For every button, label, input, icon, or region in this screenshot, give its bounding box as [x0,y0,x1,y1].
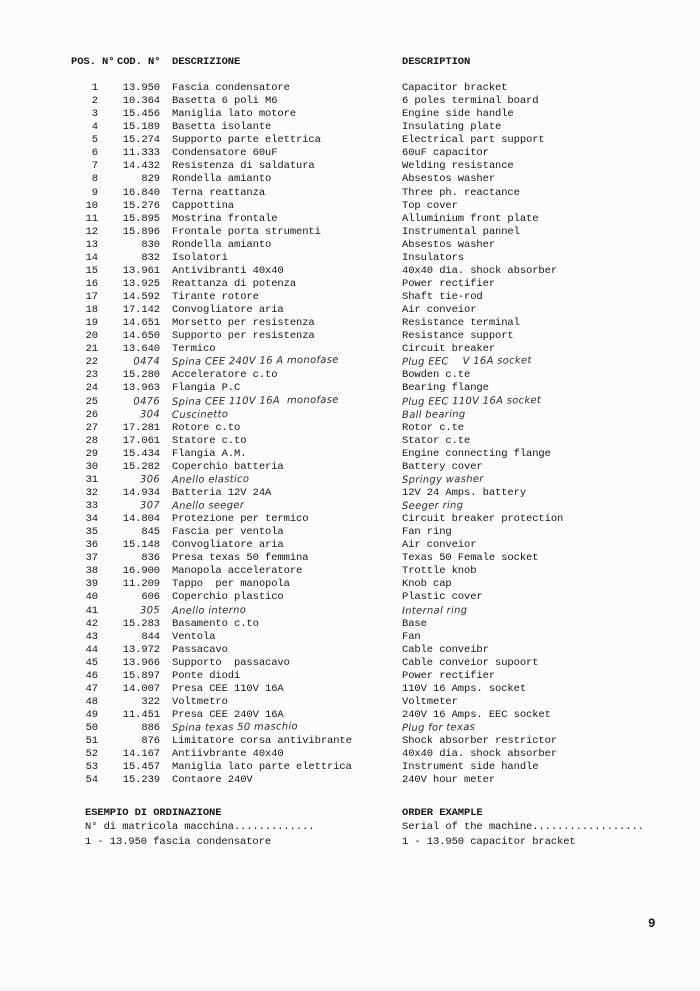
cell-it: Supporto parte elettrica [172,134,321,147]
table-row [71,761,651,774]
cell-cod: 15.280 [122,369,160,382]
table-row [71,552,651,565]
cell-it-handwritten: Spina texas 50 maschio [171,721,299,735]
cell-en: Resistance support [402,330,514,343]
cell-pos: 30 [85,460,98,473]
cell-en: Absestos washer [402,238,496,251]
parts-table [71,56,651,787]
cell-cod: 886 [141,722,160,735]
table-row [71,735,651,748]
cell-en: 240V hour meter [402,774,496,787]
table-row [71,526,651,539]
table-row [71,474,651,487]
cell-it-handwritten: Spina CEE 110V 16A monofase [171,394,339,408]
cell-cod: 16.840 [122,186,160,199]
cell-en: Knob cap [402,578,452,591]
cell-en-handwritten: Ball bearing [401,408,466,421]
table-row [71,200,651,213]
cell-en: Alluminium front plate [402,212,539,225]
cell-en: Bowden c.te [402,369,471,382]
cell-cod: 14.007 [122,682,160,695]
table-row [71,330,651,343]
cell-pos: 37 [85,552,98,565]
table-row [71,605,651,618]
cell-en: Capacitor bracket [402,82,508,94]
cell-pos: 9 [91,186,98,199]
cell-cod: 15.283 [122,617,160,630]
cell-pos: 13 [85,238,98,251]
cell-cod-handwritten: 305 [139,604,161,616]
cell-pos: 18 [85,304,98,317]
cell-pos: 36 [85,539,98,552]
order-example-title-it: ESEMPIO DI ORDINAZIONE [85,807,222,819]
cell-pos: 12 [85,225,98,238]
order-example-serial-it: N° di matricola macchina............. [85,821,315,834]
cell-pos: 38 [85,565,98,578]
cell-pos: 28 [85,434,98,447]
cell-it: Isolatori [172,251,228,264]
cell-cod: 15.434 [122,447,160,460]
cell-it: Presa CEE 240V 16A [172,709,284,721]
table-row [71,422,651,435]
cell-en: Welding resistance [402,160,514,173]
cell-en: Three ph. reactance [402,186,520,199]
cell-cod: 322 [141,695,160,708]
cell-it: Antiivbrante 40x40 [172,748,284,761]
cell-cod: 11.333 [122,147,160,160]
cell-it: Supporto per resistenza [172,330,315,343]
cell-it: Maniglia lato motore [172,108,297,121]
cell-it: Tirante rotore [172,291,259,303]
cell-cod: 17.281 [122,421,160,434]
cell-cod: 11.209 [122,578,160,591]
cell-en: Resistance terminal [402,317,520,330]
cell-it: Presa CEE 110V 16A [172,682,284,695]
cell-cod: 14.650 [122,330,160,343]
cell-pos: 21 [85,343,98,356]
table-header-row [71,56,651,82]
cell-it: Reattanza di potenza [172,277,297,290]
cell-it: Antivibranti 40x40 [172,264,284,277]
cell-en-handwritten: Springy washer [401,473,484,486]
cell-cod-handwritten: 304 [139,408,161,420]
cell-cod: 14.167 [122,748,160,761]
cell-en: Cable conveior supoort [402,656,539,669]
cell-pos: 16 [85,277,98,290]
header-cod: COD. N° [117,56,161,68]
cell-it: Condensatore 60uF [172,147,278,160]
cell-pos: 15 [85,264,98,277]
cell-it: Termico [172,343,216,356]
cell-en: Fan ring [402,526,452,539]
cell-cod: 13.925 [122,277,160,290]
cell-cod: 830 [141,238,160,251]
cell-cod: 15.457 [122,761,160,774]
cell-en: Cable conveibr [402,643,489,656]
cell-pos: 53 [85,761,98,774]
table-row [71,369,651,382]
table-row [71,396,651,409]
cell-it: Protezione per termico [172,513,309,526]
cell-cod: 15.276 [122,199,160,212]
table-row [71,108,651,121]
cell-cod: 10.364 [122,95,160,108]
table-row [71,487,651,500]
cell-en-handwritten: Plug for texas [401,722,476,735]
table-row [71,317,651,330]
table-row [71,448,651,461]
cell-en: Shock absorber restrictor [402,735,558,748]
cell-pos: 23 [85,369,98,382]
table-row [71,696,651,709]
cell-pos: 31 [85,473,98,486]
table-row [71,709,651,722]
table-row [71,173,651,186]
cell-it: Fascia condensatore [172,82,290,94]
cell-en: Absestos washer [402,173,496,186]
cell-en: 6 poles terminal board [402,95,539,108]
cell-it: Coperchio plastico [172,591,284,604]
table-row [71,409,651,422]
cell-it: Basetta 6 poli M6 [172,95,278,108]
cell-cod: 15.274 [122,134,160,147]
cell-pos: 25 [85,395,98,408]
cell-en-handwritten: Internal ring [401,604,468,617]
cell-pos: 17 [85,291,98,303]
cell-cod: 832 [141,251,160,264]
cell-it: Flangia P.C [172,382,241,395]
header-descrizione: DESCRIZIONE [172,56,241,68]
table-row [71,500,651,513]
cell-cod: 15.897 [122,669,160,682]
cell-it: Rondella amianto [172,238,272,251]
cell-it: Passacavo [172,643,228,656]
cell-pos: 6 [91,147,98,160]
cell-it: Statore c.to [172,434,247,447]
parts-table-body [71,82,651,787]
order-example-serial-en: Serial of the machine.................. [402,821,644,834]
cell-cod: 14.651 [122,317,160,330]
table-row [71,748,651,761]
cell-cod: 15.895 [122,212,160,225]
cell-pos: 39 [85,578,98,591]
cell-pos: 49 [85,709,98,721]
table-row [71,382,651,395]
cell-it: Coperchio batteria [172,460,284,473]
cell-it: Convogliatore aria [172,539,284,552]
cell-it: Contaore 240V [172,774,253,787]
cell-pos: 35 [85,526,98,539]
cell-en: Bearing flange [402,382,489,395]
cell-pos: 10 [85,199,98,212]
cell-cod: 13.640 [122,343,160,356]
cell-it: Flangia A.M. [172,447,247,460]
cell-it: Convogliatore aria [172,304,284,317]
cell-pos: 8 [91,173,98,186]
cell-it: Basetta isolante [172,121,272,134]
cell-pos: 4 [91,121,98,134]
cell-pos: 42 [85,617,98,630]
cell-cod-handwritten: 307 [139,500,161,512]
cell-pos: 20 [85,330,98,343]
cell-it: Voltmetro [172,695,228,708]
cell-pos: 50 [85,722,98,735]
cell-cod-handwritten: 306 [139,474,161,486]
cell-cod: 14.592 [122,291,160,303]
cell-pos: 41 [85,604,98,617]
table-row [71,213,651,226]
cell-en: Circuit breaker protection [402,513,564,526]
table-row [71,683,651,696]
cell-en: Engine connecting flange [402,447,551,460]
table-row [71,565,651,578]
table-row [71,291,651,304]
table-row [71,513,651,526]
cell-it: Terna reattanza [172,186,266,199]
cell-it: Cappottina [172,199,235,212]
cell-pos: 43 [85,630,98,643]
cell-it: Manopola acceleratore [172,565,303,578]
order-example-item-en: 1 - 13.950 capacitor bracket [402,835,576,848]
cell-en: Plastic cover [402,591,483,604]
table-row [71,187,651,200]
cell-en: Electrical part support [402,134,545,147]
table-row [71,239,651,252]
cell-pos: 40 [85,591,98,604]
cell-en: Air conveior [402,539,477,552]
table-row [71,539,651,552]
cell-pos: 7 [91,160,98,173]
cell-pos: 5 [91,134,98,147]
cell-en: 12V 24 Amps. battery [402,486,527,499]
cell-en: Shaft tie-rod [402,291,483,303]
cell-cod: 844 [141,630,160,643]
cell-cod: 15.456 [122,108,160,121]
cell-cod: 15.896 [122,225,160,238]
cell-en: Power rectifier [402,277,496,290]
order-example-title-en: ORDER EXAMPLE [402,807,483,819]
table-row [71,134,651,147]
cell-pos: 2 [91,95,98,108]
cell-it: Acceleratore c.to [172,369,278,382]
table-row [71,265,651,278]
page-number: 9 [648,917,656,931]
cell-en: 40x40 dia. shock absorber [402,264,558,277]
cell-cod: 15.189 [122,121,160,134]
cell-cod: 17.142 [122,304,160,317]
cell-en-handwritten: Plug EEC V 16A socket [401,355,532,369]
cell-pos: 24 [85,382,98,395]
cell-en: Air conveior [402,304,477,317]
cell-pos: 45 [85,656,98,669]
cell-en: Top cover [402,199,458,212]
cell-pos: 51 [85,735,98,748]
cell-it: Resistenza di saldatura [172,160,315,173]
cell-pos: 48 [85,695,98,708]
cell-pos: 11 [85,212,98,225]
cell-cod: 13.972 [122,643,160,656]
cell-it: Basamento c.to [172,617,259,630]
table-row [71,147,651,160]
table-row [71,722,651,735]
cell-cod-handwritten: 0474 [133,356,161,368]
cell-en: 240V 16 Amps. EEC socket [402,709,551,721]
table-row [71,461,651,474]
cell-cod: 11.451 [122,709,160,721]
cell-it: Frontale porta strumenti [172,225,321,238]
cell-en: Insulating plate [402,121,502,134]
cell-en: Insulators [402,251,465,264]
table-row [71,278,651,291]
cell-en: 110V 16 Amps. socket [402,682,527,695]
cell-en: 40x40 dia. shock absorber [402,748,558,761]
header-description: DESCRIPTION [402,56,471,68]
table-row [71,160,651,173]
table-row [71,591,651,604]
cell-cod: 13.950 [122,82,160,94]
table-row [71,578,651,591]
cell-it: Ponte diodi [172,669,241,682]
cell-cod: 16.900 [122,565,160,578]
cell-it: Batteria 12V 24A [172,486,272,499]
cell-it: Presa texas 50 femmina [172,552,309,565]
cell-cod: 15.239 [122,774,160,787]
cell-cod: 13.963 [122,382,160,395]
table-row [71,774,651,787]
table-row [71,356,651,369]
cell-it: Morsetto per resistenza [172,317,315,330]
cell-cod-handwritten: 0476 [133,395,161,408]
cell-en: Fan [402,630,421,643]
cell-pos: 34 [85,513,98,526]
table-row [71,304,651,317]
cell-cod: 14.804 [122,513,160,526]
cell-en: Base [402,617,427,630]
cell-cod: 13.966 [122,656,160,669]
table-row [71,631,651,644]
table-row [71,657,651,670]
table-row [71,95,651,108]
cell-it-handwritten: Anello interno [171,604,247,617]
cell-en: Instrument side handle [402,761,539,774]
cell-cod: 14.432 [122,160,160,173]
cell-it: Fascia per ventola [172,526,284,539]
cell-pos: 27 [85,421,98,434]
cell-cod: 15.148 [122,539,160,552]
cell-en: Voltmeter [402,695,458,708]
table-row [71,670,651,683]
table-row [71,226,651,239]
cell-en: Trottle knob [402,565,477,578]
cell-en: Battery cover [402,460,483,473]
cell-it: Rondella amianto [172,173,272,186]
cell-it-handwritten: Spina CEE 240V 16 A monofase [171,354,339,369]
cell-pos: 1 [91,82,98,94]
cell-cod: 829 [141,173,160,186]
cell-it: Rotore c.to [172,421,241,434]
cell-it: Mostrina frontale [172,212,278,225]
table-row [71,82,651,95]
cell-pos: 26 [85,408,98,421]
cell-en: 60uF capacitor [402,147,489,160]
cell-pos: 14 [85,251,98,264]
cell-en: Texas 50 Female socket [402,552,539,565]
cell-en: Engine side handle [402,108,514,121]
cell-pos: 3 [91,108,98,121]
cell-cod: 836 [141,552,160,565]
cell-it-handwritten: Anello seeger [171,499,245,512]
cell-pos: 52 [85,748,98,761]
order-example-item-it: 1 - 13.950 fascia condensatore [85,835,272,848]
table-row [71,435,651,448]
cell-cod: 14.934 [122,486,160,499]
cell-cod: 876 [141,735,160,748]
cell-it: Tappo per manopola [172,578,290,591]
cell-it: Maniglia lato parte elettrica [172,761,352,774]
cell-it: Limitatore corsa antivibrante [172,735,352,748]
cell-it-handwritten: Cuscinetto [171,408,229,421]
cell-pos: 33 [85,500,98,512]
cell-cod: 845 [141,526,160,539]
cell-en-handwritten: Plug EEC 110V 16A socket [401,394,542,408]
cell-it-handwritten: Anello elastico [171,473,250,486]
table-row [71,252,651,265]
cell-pos: 32 [85,486,98,499]
cell-cod: 15.282 [122,460,160,473]
cell-pos: 46 [85,669,98,682]
table-row [71,644,651,657]
scan-edge-shadow [0,985,700,991]
cell-pos: 44 [85,643,98,656]
cell-en: Stator c.te [402,434,471,447]
cell-pos: 19 [85,317,98,330]
cell-pos: 22 [85,356,98,369]
cell-en: Circuit breaker [402,343,496,356]
cell-en: Instrumental pannel [402,225,520,238]
header-pos: POS. N° [71,56,115,68]
cell-pos: 29 [85,447,98,460]
cell-cod: 13.961 [122,264,160,277]
cell-it: Ventola [172,630,216,643]
cell-it: Supporto passacavo [172,656,290,669]
cell-cod: 17.061 [122,434,160,447]
table-row [71,618,651,631]
cell-en: Rotor c.te [402,421,465,434]
cell-en: Power rectifier [402,669,496,682]
table-row [71,121,651,134]
cell-pos: 47 [85,682,98,695]
cell-en-handwritten: Seeger ring [401,500,464,512]
cell-cod: 606 [141,591,160,604]
cell-pos: 54 [85,774,98,787]
